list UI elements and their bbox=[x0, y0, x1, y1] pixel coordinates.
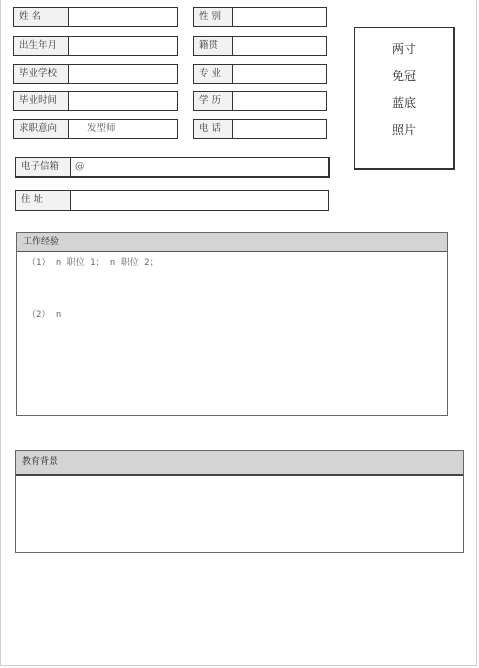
photo-line-4: 照片 bbox=[391, 123, 416, 137]
job-intention-field[interactable] bbox=[13, 119, 178, 139]
graduation-time-label: 毕业时间 bbox=[14, 92, 69, 110]
work-entry-1: （1） n 职位 1； n 职位 2； bbox=[27, 258, 159, 268]
birth-date-label: 出生年月 bbox=[14, 37, 69, 55]
photo-placeholder bbox=[354, 27, 455, 170]
phone-label: 电 话 bbox=[194, 120, 233, 138]
native-place-value[interactable] bbox=[233, 37, 326, 55]
job-intention-label: 求职意向 bbox=[14, 120, 69, 138]
work-entry-2: （2） n bbox=[27, 310, 62, 320]
address-value[interactable] bbox=[71, 191, 328, 210]
gender-field[interactable] bbox=[193, 7, 327, 27]
birth-date-field[interactable] bbox=[13, 36, 178, 56]
work-experience-section bbox=[16, 232, 448, 416]
school-field[interactable] bbox=[13, 64, 178, 84]
birth-date-value[interactable] bbox=[69, 37, 177, 55]
phone-value[interactable] bbox=[233, 120, 326, 138]
education-background-section bbox=[15, 450, 464, 553]
major-label: 专 业 bbox=[194, 65, 233, 83]
photo-line-3: 蓝底 bbox=[391, 96, 416, 110]
graduation-time-value[interactable] bbox=[69, 92, 177, 110]
email-field[interactable] bbox=[15, 157, 330, 178]
phone-field[interactable] bbox=[193, 119, 327, 139]
work-experience-body[interactable] bbox=[17, 252, 447, 416]
native-place-field[interactable] bbox=[193, 36, 327, 56]
major-field[interactable] bbox=[193, 64, 327, 84]
education-level-label: 学 历 bbox=[194, 92, 233, 110]
address-field[interactable] bbox=[15, 190, 329, 211]
address-label: 住 址 bbox=[16, 191, 71, 210]
name-value[interactable] bbox=[69, 8, 177, 26]
school-label: 毕业学校 bbox=[14, 65, 69, 83]
photo-line-2: 免冠 bbox=[391, 69, 416, 83]
email-value[interactable]: @ bbox=[75, 161, 85, 172]
education-level-field[interactable] bbox=[193, 91, 327, 111]
education-background-title: 教育背景 bbox=[16, 451, 463, 476]
education-level-value[interactable] bbox=[233, 92, 326, 110]
work-experience-title: 工作经验 bbox=[17, 233, 447, 252]
name-label: 姓 名 bbox=[14, 8, 69, 26]
major-value[interactable] bbox=[233, 65, 326, 83]
education-background-body[interactable] bbox=[16, 476, 463, 552]
gender-label: 性 别 bbox=[194, 8, 233, 26]
gender-value[interactable] bbox=[233, 8, 326, 26]
photo-line-1: 两寸 bbox=[391, 42, 416, 56]
name-field[interactable] bbox=[13, 7, 178, 27]
native-place-label: 籍贯 bbox=[194, 37, 233, 55]
email-label: 电子信箱 bbox=[16, 158, 71, 176]
graduation-time-field[interactable] bbox=[13, 91, 178, 111]
job-intention-value[interactable]: 发型师 bbox=[87, 123, 116, 134]
school-value[interactable] bbox=[69, 65, 177, 83]
